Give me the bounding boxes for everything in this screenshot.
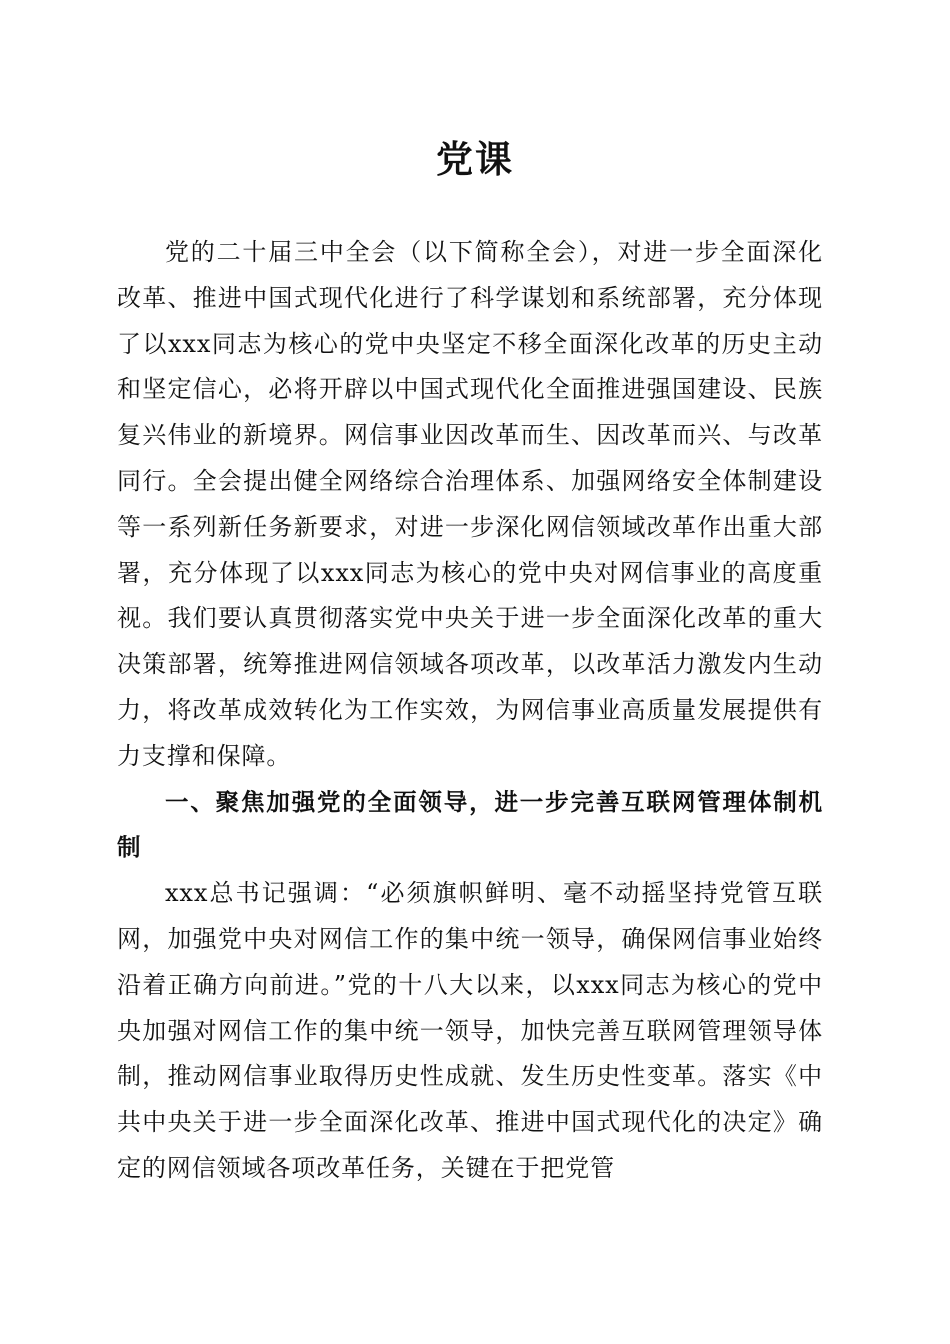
document-title: 党课 <box>436 137 514 181</box>
intro-paragraph: 党的二十届三中全会（以下简称全会），对进一步全面深化改革、推进中国式现代化进行了科学谋划和系统部署，充分体现了以xxx同志为核心的党中央坚定不移全面深化改革的历史主动和坚定信心，必将开辟以中国式现代化全面推进强国建设、民族复兴伟业的新境界。网信事业因改革而生、因改革而兴、与改革同行。全会提出健全网络综合治理体系、加强网络安全体制建设等一系列新任务新要求，对进一步深化网信领域改革作出重大部署，充分体现了以xxx同志为核心的党中央对网信事业的高度重视。我们要认真贯彻落实党中央关于进一步全面深化改革的重大决策部署，统筹推进网信领域各项改革，以改革活力激发内生动力，将改革成效转化为工作实效，为网信事业高质量发展提供有力支撑和保障。 <box>117 238 823 770</box>
section-heading: 一、聚焦加强党的全面领导，进一步完善互联网管理体制机制 <box>117 787 823 862</box>
document-body <box>117 230 823 1192</box>
section-paragraph: xxx总书记强调：“必须旗帜鲜明、毫不动摇坚持党管互联网，加强党中央对网信工作的集中统一领导，确保网信事业始终沿着正确方向前进。”党的十八大以来，以xxx同志为核心的党中央加强对网信工作的集中统一领导，加快完善互联网管理领导体制，推动网信事业取得历史性成就、发生历史性变革。落实《中共中央关于进一步全面深化改革、推进中国式现代化的决定》确定的网信领域各项改革任务，关键在于把党管 <box>117 879 823 1182</box>
